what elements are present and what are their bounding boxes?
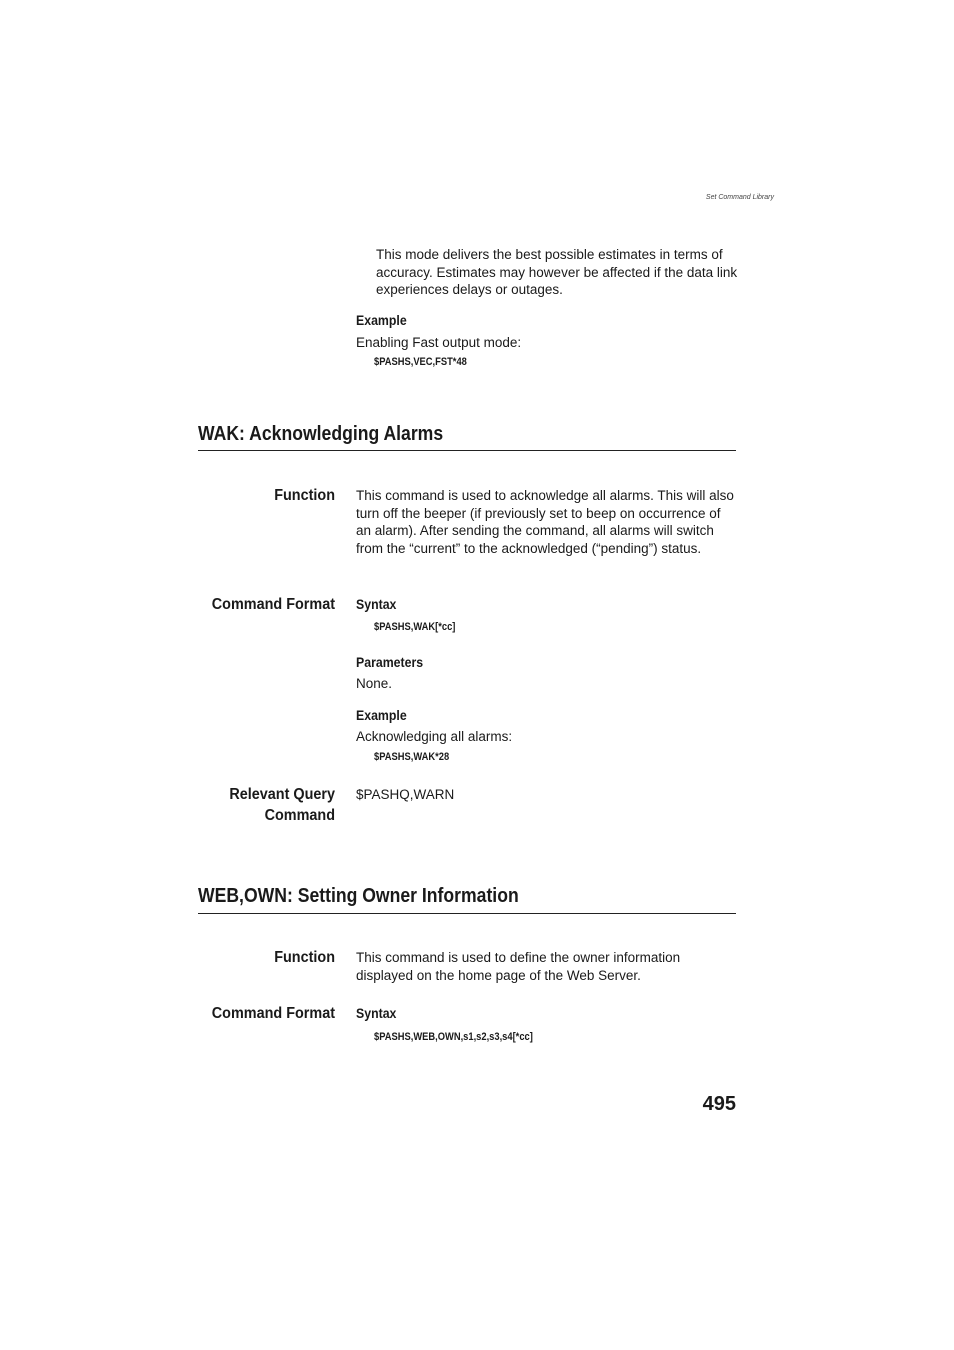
- wak-example-text: Acknowledging all alarms:: [356, 729, 513, 744]
- wak-function-label: Function: [274, 487, 335, 504]
- wak-section-title: WAK: Acknowledging Alarms: [198, 423, 444, 445]
- page-number: 495: [702, 1093, 736, 1115]
- wak-command-format-label: Command Format: [211, 596, 335, 613]
- wak-parameters-text: None.: [356, 676, 393, 691]
- webown-function-label: Function: [274, 949, 335, 966]
- intro-example-code: $PASHS,VEC,FST*48: [374, 356, 467, 368]
- wak-function-text: This command is used to acknowledge all alarms. This will also turn off the beeper (if previously set to beep on occurrence of an alarm). After sending the command, all alarms will switch from the “current” to the acknowledged (“pending”) status.: [356, 488, 734, 556]
- wak-relevant-query-label-line2: Command: [264, 807, 335, 824]
- wak-example-code: $PASHS,WAK*28: [374, 751, 450, 763]
- webown-title-rule: [198, 913, 736, 914]
- wak-example-heading: Example: [356, 707, 407, 723]
- wak-relevant-query-label-line1: Relevant Query: [229, 786, 335, 803]
- wak-syntax-heading: Syntax: [356, 596, 397, 612]
- intro-paragraph: This mode delivers the best possible estimates in terms of accuracy. Estimates may however be affected if the data link experiences delays or outages.: [376, 247, 738, 298]
- wak-parameters-heading: Parameters: [356, 654, 424, 670]
- intro-example-text: Enabling Fast output mode:: [356, 335, 522, 350]
- webown-command-format-label: Command Format: [211, 1005, 335, 1022]
- intro-example-heading: Example: [356, 312, 407, 328]
- webown-syntax-heading: Syntax: [356, 1005, 397, 1021]
- webown-section-title: WEB,OWN: Setting Owner Information: [198, 885, 519, 907]
- running-head: Set Command Library: [705, 194, 774, 201]
- wak-title-rule: [198, 450, 736, 451]
- webown-function-text: This command is used to define the owner information displayed on the home page of the Web Server.: [356, 950, 681, 983]
- webown-syntax-code: $PASHS,WEB,OWN,s1,s2,s3,s4[*cc]: [374, 1031, 533, 1043]
- wak-relevant-query-label: [169, 784, 336, 826]
- wak-relevant-query-value: $PASHQ,WARN: [356, 787, 455, 802]
- wak-syntax-code: $PASHS,WAK[*cc]: [374, 621, 456, 633]
